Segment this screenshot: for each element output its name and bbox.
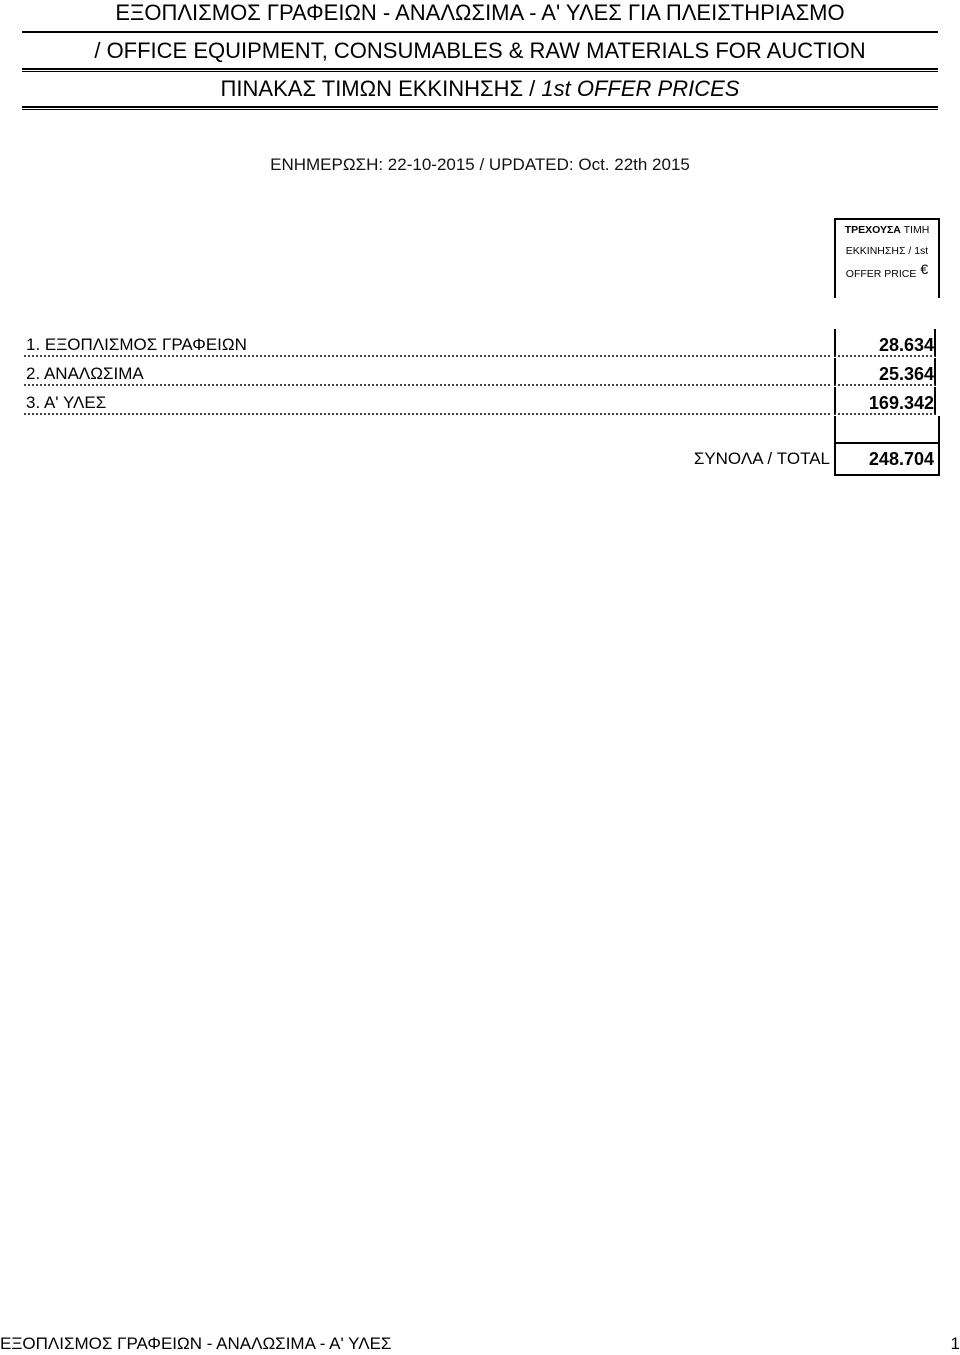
table-row [24,387,936,413]
table-row [24,329,936,355]
total-label: ΣΥΝΟΛΑ / TOTAL [693,449,830,468]
title-line-2: / OFFICE EQUIPMENT, CONSUMABLES & RAW MATERIALS FOR AUCTION [94,38,866,63]
page-number: 1 [950,1334,960,1353]
title-underline-2 [22,68,938,70]
title-underline-1 [22,31,938,33]
price-header-line-3 [836,262,938,285]
price-column-spacer [834,416,940,442]
item-price: 25.364 [878,364,934,384]
title-line-3 [0,76,960,102]
table-row [24,358,936,384]
title-underline-3 [22,106,938,108]
item-label: 1. ΕΞΟΠΛΙΣΜΟΣ ΓΡΑΦΕΙΩΝ [26,335,247,354]
updated-date: ΕΝΗΜΕΡΩΣΗ: 22-10-2015 / UPDATED: Oct. 22th 2015 [270,155,690,174]
price-header-line-2: ΕΚΚΙΝΗΣΗΣ / 1st [845,245,929,257]
price-header-rest: ΤΙΜΗ [900,224,930,236]
item-label: 2. ΑΝΑΛΩΣΙΜΑ [26,364,144,383]
item-price: 28.634 [878,335,934,355]
euro-icon: € [920,261,929,277]
price-header-offer: OFFER PRICE [845,268,917,280]
title-line-3-english: 1st OFFER PRICES [541,76,740,101]
price-column-header [834,218,940,298]
footer-title: ΕΞΟΠΛΙΣΜΟΣ ΓΡΑΦΕΙΩΝ - ΑΝΑΛΩΣΙΜΑ - Α' ΥΛΕΣ [0,1334,392,1353]
price-header-line-1 [836,220,938,241]
title-line-1: ΕΞΟΠΛΙΣΜΟΣ ΓΡΑΦΕΙΩΝ - ΑΝΑΛΩΣΙΜΑ - Α' ΥΛΕΣ ΓΙΑ ΠΛΕΙΣΤΗΡΙΑΣΜΟ [115,0,845,25]
item-label: 3. Α' ΥΛΕΣ [26,393,107,412]
item-price: 169.342 [868,393,934,413]
title-underline-2-thin [22,71,938,72]
title-line-3-greek: ΠΙΝΑΚΑΣ ΤΙΜΩΝ ΕΚΚΙΝΗΣΗΣ / [220,76,542,101]
price-header-bold: ΤΡΕΧΟΥΣΑ [844,224,901,236]
title-underline-3-thin [22,109,938,110]
total-value: 248.704 [868,449,934,469]
